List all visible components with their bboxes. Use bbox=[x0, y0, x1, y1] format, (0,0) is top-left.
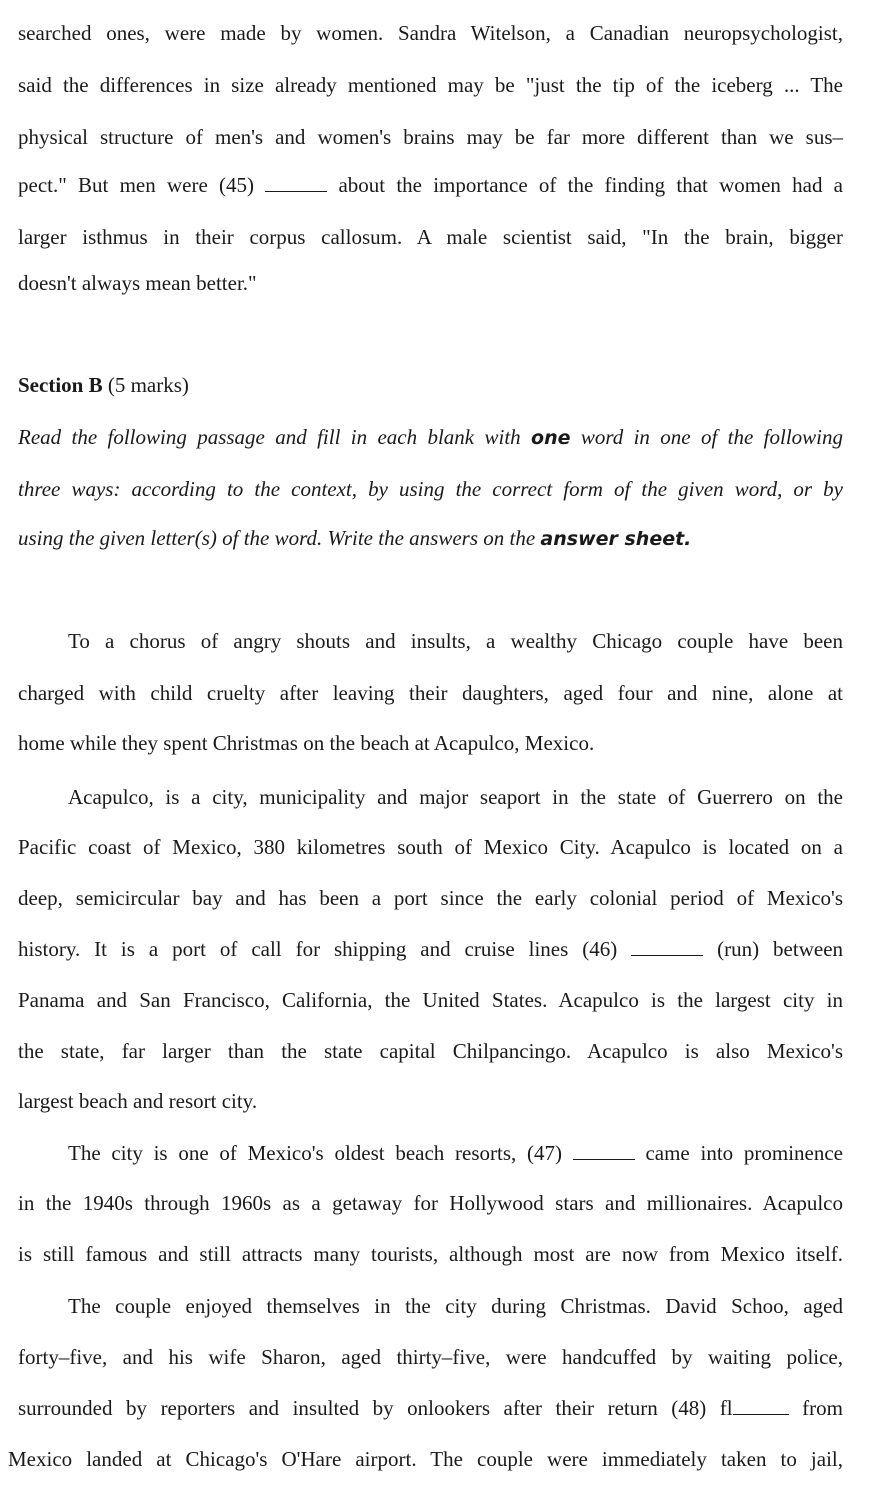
passage-a-line-3: physical structure of men's and women's brains may be far more different than we sus– bbox=[18, 125, 843, 149]
p4-line-3-before: surrounded by reporters and insulted by onlookers after their return (48) fl bbox=[18, 1396, 733, 1420]
p4-line-1: The couple enjoyed themselves in the city during Christmas. David Schoo, aged bbox=[68, 1294, 843, 1318]
p2-line-7: largest beach and resort city. bbox=[18, 1089, 258, 1113]
p2-line-2: Pacific coast of Mexico, 380 kilometres south of Mexico City. Acapulco is located on a bbox=[18, 835, 843, 859]
instructions-1b: one bbox=[531, 427, 571, 449]
section-b-marks: (5 marks) bbox=[107, 373, 189, 397]
p3-line-1 bbox=[68, 1138, 843, 1168]
p4-line-3 bbox=[18, 1393, 843, 1423]
blank-47 bbox=[573, 1158, 635, 1160]
instructions-1c: word in one of the following bbox=[580, 425, 844, 449]
passage-a-line-4-before: pect." But men were (45) bbox=[18, 173, 254, 197]
passage-a-line-4-after: about the importance of the finding that women had a bbox=[338, 173, 844, 197]
p2-line-1: Acapulco, is a city, municipality and major seaport in the state of Guerrero on the bbox=[68, 785, 843, 809]
p4-line-4: Mexico landed at Chicago's O'Hare airport. The couple were immediately taken to jail, bbox=[8, 1447, 843, 1471]
p3-line-3: is still famous and still attracts many tourists, although most are now from Mexico itself. bbox=[18, 1242, 843, 1266]
passage-a-line-4 bbox=[18, 170, 843, 200]
p1-line-1: To a chorus of angry shouts and insults, a wealthy Chicago couple have been bbox=[68, 629, 843, 653]
blank-46 bbox=[631, 954, 703, 956]
passage-a-line-6: doesn't always mean better." bbox=[18, 271, 257, 295]
instructions-3b: answer sheet. bbox=[540, 528, 692, 550]
passage-a-line-2: said the differences in size already mentioned may be "just the tip of the iceberg ... The bbox=[18, 73, 843, 97]
instructions-line-1 bbox=[18, 422, 843, 453]
blank-48 bbox=[733, 1413, 789, 1415]
passage-a-line-1: searched ones, were made by women. Sandra Witelson, a Canadian neuropsychologist, bbox=[18, 21, 843, 45]
instructions-line-2: three ways: according to the context, by using the correct form of the given word, or by bbox=[18, 477, 843, 501]
blank-45 bbox=[265, 190, 327, 192]
p2-line-4 bbox=[18, 934, 843, 964]
p2-line-6: the state, far larger than the state capital Chilpancingo. Acapulco is also Mexico's bbox=[18, 1039, 843, 1063]
p3-line-2: in the 1940s through 1960s as a getaway for Hollywood stars and millionaires. Acapulco bbox=[18, 1191, 843, 1215]
p2-line-4-before: history. It is a port of call for shipping and cruise lines (46) bbox=[18, 937, 618, 961]
section-b-title: Section B bbox=[18, 373, 103, 397]
p2-line-5: Panama and San Francisco, California, the United States. Acapulco is the largest city in bbox=[18, 988, 843, 1012]
section-b-heading bbox=[18, 370, 189, 400]
p1-line-3: home while they spent Christmas on the beach at Acapulco, Mexico. bbox=[18, 731, 595, 755]
p3-line-1-after: came into prominence bbox=[645, 1141, 844, 1165]
p2-line-3: deep, semicircular bay and has been a port since the early colonial period of Mexico's bbox=[18, 886, 843, 910]
p2-line-4-after: (run) between bbox=[717, 937, 844, 961]
instructions-line-3 bbox=[18, 523, 843, 554]
instructions-3a: using the given letter(s) of the word. Write the answers on the bbox=[18, 526, 536, 550]
instructions-1a: Read the following passage and fill in each blank with bbox=[18, 425, 521, 449]
p4-line-3-after: from bbox=[802, 1396, 843, 1420]
p3-line-1-before: The city is one of Mexico's oldest beach resorts, (47) bbox=[68, 1141, 562, 1165]
p1-line-2: charged with child cruelty after leaving their daughters, aged four and nine, alone at bbox=[18, 681, 843, 705]
passage-a-line-5: larger isthmus in their corpus callosum. A male scientist said, "In the brain, bigger bbox=[18, 225, 843, 249]
p4-line-2: forty–five, and his wife Sharon, aged thirty–five, were handcuffed by waiting police, bbox=[18, 1345, 843, 1369]
